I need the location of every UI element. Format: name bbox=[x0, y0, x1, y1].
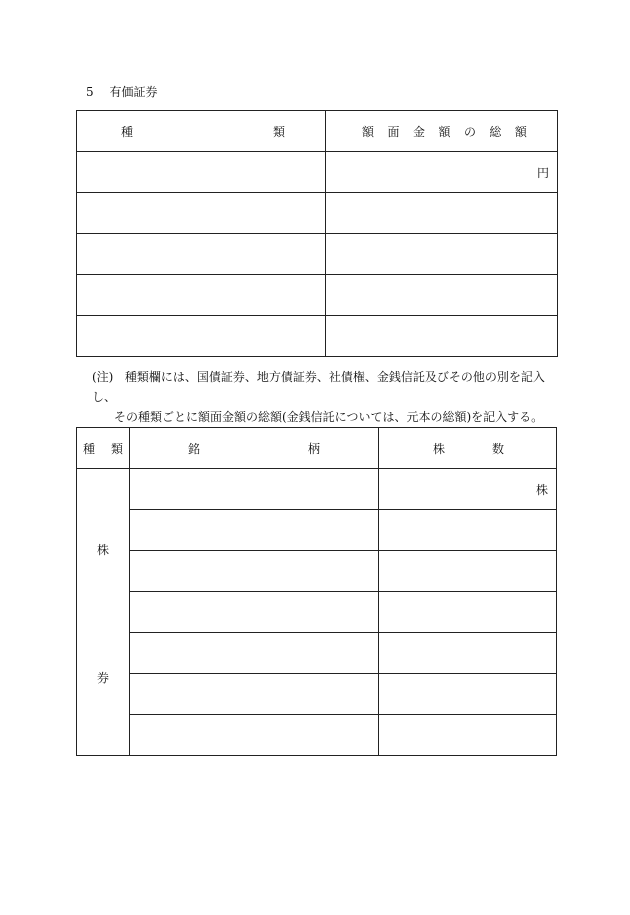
table-row bbox=[77, 193, 558, 234]
brand-cell[interactable] bbox=[130, 633, 379, 674]
kind-cell bbox=[77, 469, 130, 756]
total-cell[interactable] bbox=[326, 193, 558, 234]
note-line-1: 種類欄には、国債証券、地方債証券、社債権、金銭信託及びその他の別を記入し、 bbox=[92, 370, 545, 404]
total-cell[interactable] bbox=[326, 152, 558, 193]
table-row bbox=[77, 633, 557, 674]
section-title-text: 有価証券 bbox=[109, 85, 158, 99]
table-row bbox=[77, 551, 557, 592]
type-cell[interactable] bbox=[77, 234, 326, 275]
shares-cell[interactable] bbox=[379, 674, 557, 715]
brand-cell[interactable] bbox=[130, 674, 379, 715]
note bbox=[92, 367, 562, 427]
shares-cell[interactable] bbox=[379, 715, 557, 756]
table-row bbox=[77, 715, 557, 756]
type-cell[interactable] bbox=[77, 275, 326, 316]
table-row bbox=[77, 275, 558, 316]
type-cell[interactable] bbox=[77, 193, 326, 234]
brand-cell[interactable] bbox=[130, 510, 379, 551]
shares-cell[interactable] bbox=[379, 469, 557, 510]
shares-cell[interactable] bbox=[379, 551, 557, 592]
table-row bbox=[77, 316, 558, 357]
kind-label-top: 株 bbox=[96, 543, 109, 557]
kind-header: 種 類 bbox=[77, 428, 130, 469]
shares-cell[interactable] bbox=[379, 510, 557, 551]
total-cell[interactable] bbox=[326, 234, 558, 275]
shares-header: 株 数 bbox=[379, 428, 557, 469]
table-row bbox=[77, 152, 558, 193]
table-row bbox=[77, 234, 558, 275]
table-row bbox=[77, 469, 557, 510]
shares-cell[interactable] bbox=[379, 592, 557, 633]
total-cell[interactable] bbox=[326, 316, 558, 357]
brand-cell[interactable] bbox=[130, 592, 379, 633]
note-line-2: その種類ごとに額面金額の総額(金銭信託については、元本の総額)を記入する。 bbox=[114, 410, 544, 424]
securities-table bbox=[76, 110, 558, 357]
type-cell[interactable] bbox=[77, 316, 326, 357]
note-label: (注) bbox=[92, 370, 114, 384]
shares-cell[interactable] bbox=[379, 633, 557, 674]
stocks-table bbox=[76, 427, 557, 756]
brand-header: 銘 柄 bbox=[130, 428, 379, 469]
table-header bbox=[77, 111, 558, 152]
table-row bbox=[77, 592, 557, 633]
table-header bbox=[77, 428, 557, 469]
shares-unit: 株 bbox=[535, 482, 548, 497]
section-number: 5 bbox=[86, 85, 94, 99]
brand-cell[interactable] bbox=[130, 715, 379, 756]
kind-label-bottom: 券 bbox=[96, 671, 109, 685]
total-cell[interactable] bbox=[326, 275, 558, 316]
type-header: 種 類 bbox=[77, 111, 326, 152]
type-cell[interactable] bbox=[77, 152, 326, 193]
brand-cell[interactable] bbox=[130, 551, 379, 592]
table-row bbox=[77, 674, 557, 715]
section-title bbox=[86, 83, 157, 100]
total-face-value-header: 額 面 金 額 の 総 額 bbox=[326, 111, 558, 152]
yen-unit: 円 bbox=[536, 165, 549, 180]
brand-cell[interactable] bbox=[130, 469, 379, 510]
table-row bbox=[77, 510, 557, 551]
